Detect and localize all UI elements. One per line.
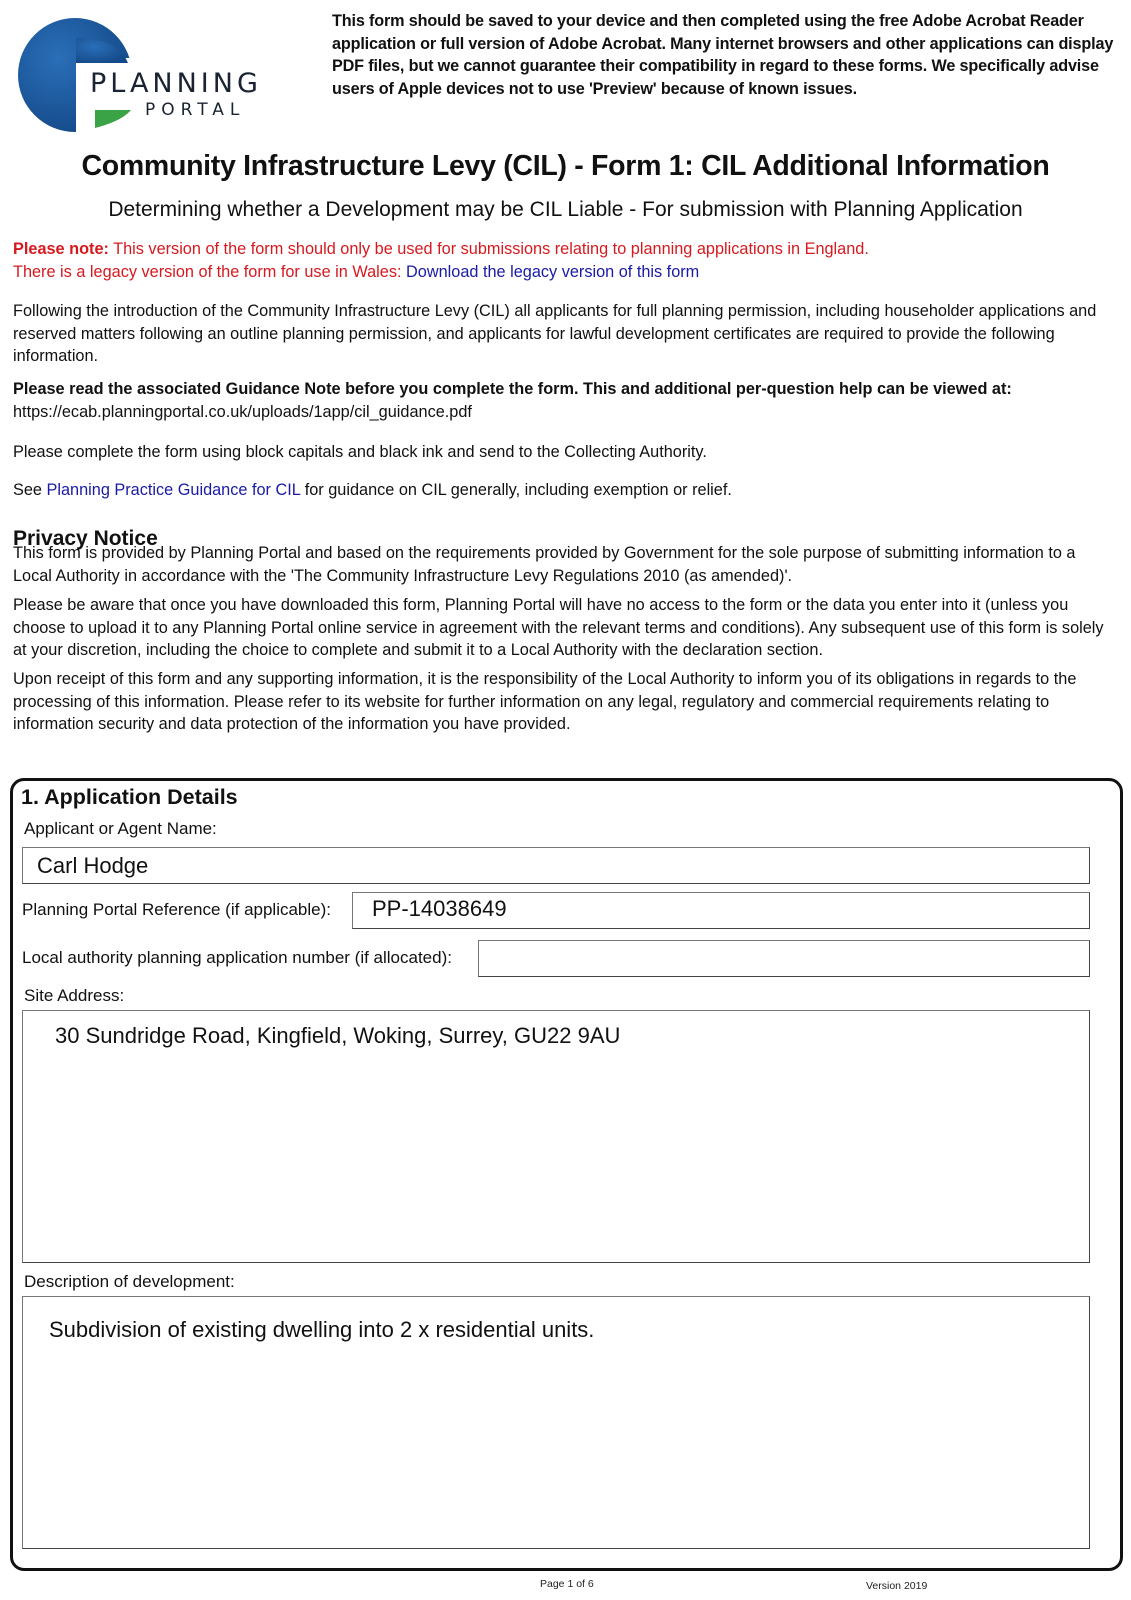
see-suffix: for guidance on CIL generally, including exemption or relief.: [300, 481, 732, 499]
page-subtitle: Determining whether a Development may be CIL Liable - For submission with Planning Application: [108, 198, 1023, 221]
privacy-paragraph-2: Please be aware that once you have downloaded this form, Planning Portal will have no access to the form or the data you enter into it (unless you choose to upload it to any Planning Portal online service in agreement with the relevant terms and conditions). Any subsequent use of this form is solely at your discretion, including the choice to complete and submit it to a Local Authority with the declaration section.: [13, 596, 1104, 660]
guidance-url-link[interactable]: https://ecab.planningportal.co.uk/uploads/1app/cil_guidance.pdf: [13, 403, 472, 421]
application-details-section: [10, 778, 1123, 1571]
privacy-paragraph-3: Upon receipt of this form and any supporting information, it is the responsibility of the Local Authority to inform you of its obligations in regards to the processing of this information. Please refer to its website for further information on any legal, regulatory and commercial requirements relating to information security and data protection of the information you have provided.: [13, 670, 1077, 734]
planning-portal-logo: [18, 18, 278, 136]
la-application-number-label: Local authority planning application number (if allocated):: [22, 948, 452, 967]
page-number: Page 1 of 6: [540, 1578, 594, 1590]
england-only-note: [13, 238, 869, 284]
see-guidance-line: [13, 479, 1118, 502]
legacy-form-link[interactable]: Download the legacy version of this form: [406, 263, 700, 281]
guidance-instruction: Please read the associated Guidance Note before you complete the form. This and additional per-question help can be viewed at:: [13, 380, 1012, 398]
site-address-label: Site Address:: [24, 986, 125, 1005]
pp-reference-field[interactable]: PP-14038649: [352, 892, 1090, 929]
pp-reference-label: Planning Portal Reference (if applicable):: [22, 900, 332, 919]
form-version: Version 2019: [866, 1580, 928, 1592]
section-title: 1. Application Details: [21, 785, 238, 809]
see-prefix: See: [13, 481, 47, 499]
logo-text-planning: PLANNING: [90, 68, 262, 99]
intro-paragraph: Following the introduction of the Community Infrastructure Levy (CIL) all applicants for full planning permission, including householder applications and reserved matters following an outline planning permission, and applicants for lawful development certificates are required to provide the following information.: [13, 302, 1097, 366]
logo-text-portal: PORTAL: [145, 100, 246, 120]
applicant-name-label: Applicant or Agent Name:: [24, 819, 217, 838]
description-field[interactable]: Subdivision of existing dwelling into 2 x residential units.: [22, 1296, 1090, 1549]
site-address-field[interactable]: 30 Sundridge Road, Kingfield, Woking, Surrey, GU22 9AU: [22, 1010, 1090, 1263]
applicant-name-field[interactable]: Carl Hodge: [22, 847, 1090, 884]
privacy-notice-heading: Privacy Notice: [13, 527, 158, 550]
la-application-number-field[interactable]: [478, 940, 1090, 977]
wales-note-text: There is a legacy version of the form for use in Wales:: [13, 263, 407, 281]
adobe-notice: This form should be saved to your device and then completed using the free Adobe Acrobat Reader application or full version of Adobe Acrobat. Many internet browsers and other applications can display PDF files, but we cannot guarantee their compatibility in regard to these forms. We specifically advise users of Apple devices not to use 'Preview' because of known issues.: [332, 12, 1114, 98]
page-title: Community Infrastructure Levy (CIL) - Form 1: CIL Additional Information: [81, 150, 1050, 182]
note-label: Please note:: [13, 240, 109, 258]
block-capitals-instruction: Please complete the form using block capitals and black ink and send to the Collecting Authority.: [13, 443, 707, 461]
note-text: This version of the form should only be used for submissions relating to planning applications in England.: [108, 240, 869, 258]
privacy-paragraph-1: This form is provided by Planning Portal and based on the requirements provided by Government for the sole purpose of submitting information to a Local Authority in accordance with the 'The Community Infrastructure Levy Regulations 2010 (as amended)'.: [13, 544, 1076, 585]
description-label: Description of development:: [24, 1272, 235, 1291]
practice-guidance-link[interactable]: Planning Practice Guidance for CIL: [46, 481, 301, 499]
